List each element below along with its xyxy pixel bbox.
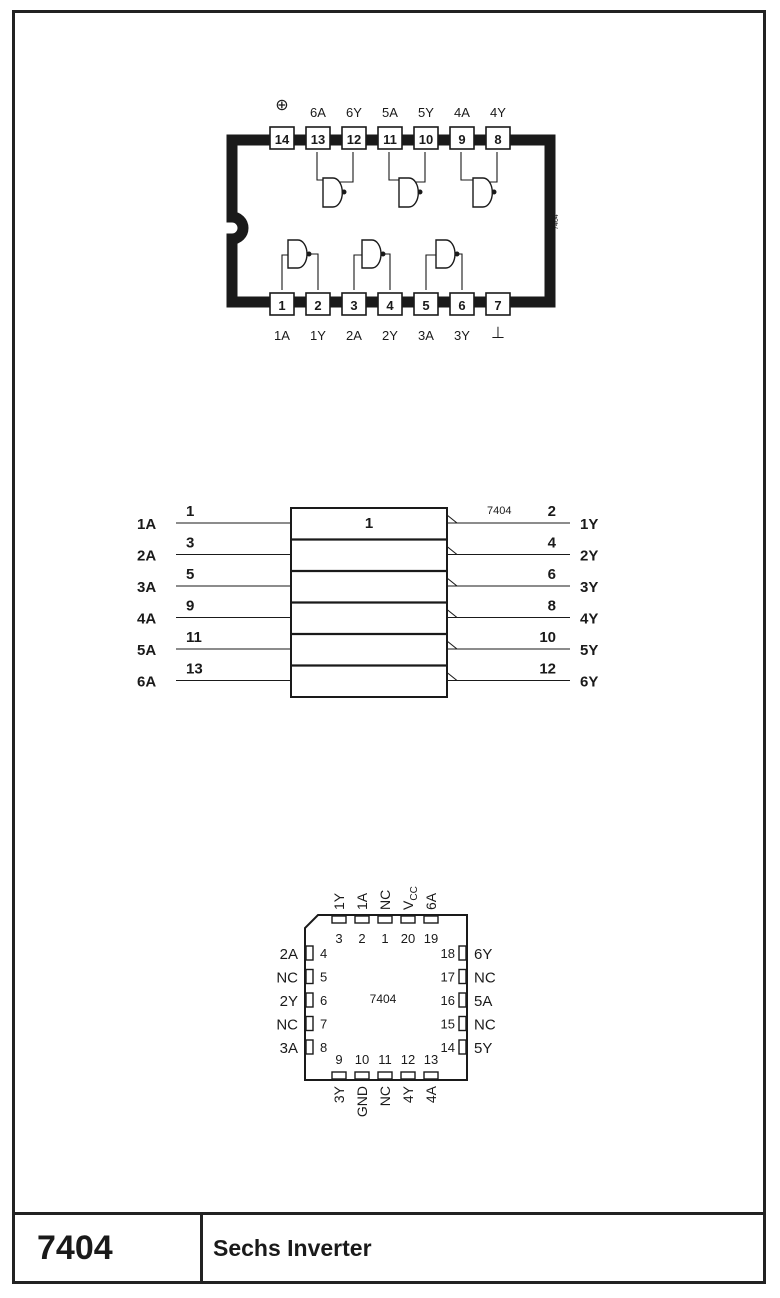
plcc-left-pin-label: 3A — [279, 1040, 298, 1057]
dip-bottom-pin-label: 3Y — [454, 328, 470, 343]
output-negation-mark — [447, 641, 457, 649]
plcc-right-pin-label: 5A — [474, 993, 493, 1010]
input-label-5A: 5A — [137, 642, 157, 659]
dip-top-pin-label: 6A — [310, 105, 326, 120]
input-pin-9: 9 — [186, 597, 195, 615]
dip-top-pin-label: 6Y — [346, 105, 362, 120]
inverter-gate — [399, 178, 418, 207]
plcc-right-pin-number: 16 — [440, 993, 455, 1008]
plcc-left-pin-6 — [306, 993, 313, 1007]
plcc-right-pin-label: 5Y — [474, 1040, 493, 1057]
chip-description: Sechs Inverter — [213, 1234, 372, 1261]
dip-bottom-pin-label: 2A — [346, 328, 362, 343]
plcc-left-pin-number: 6 — [320, 993, 328, 1008]
output-label-6Y: 6Y — [580, 673, 599, 691]
plcc-left-pin-label: NC — [276, 969, 298, 987]
dip-top-pin-number: 10 — [418, 132, 434, 147]
inverter-bubble — [418, 190, 423, 195]
dip-top-pin-label: 4Y — [490, 105, 506, 120]
dip-bottom-pin-number: 1 — [278, 298, 286, 313]
dip-top-pin-number: 11 — [383, 132, 397, 147]
plcc-left-pin-label: NC — [276, 1016, 298, 1034]
output-label-1Y: 1Y — [580, 516, 599, 533]
inverter-bubble — [342, 190, 347, 195]
plcc-bottom-pin-label: 3Y — [331, 1086, 347, 1104]
chip-number: 7404 — [15, 1215, 203, 1281]
plcc-left-pin-4 — [306, 946, 313, 960]
inverter-gate — [288, 240, 307, 268]
inverter-gate — [362, 240, 381, 268]
inverter-gate — [323, 178, 342, 207]
dip-top-pin-number: 12 — [346, 132, 362, 147]
inverter-bubble — [455, 252, 460, 257]
inverter-bubble — [492, 190, 497, 195]
dip-top-pin-label: 5Y — [418, 105, 434, 120]
input-label-2A: 2A — [137, 547, 157, 565]
plcc-right-pin-17 — [459, 970, 466, 984]
plcc-right-pin-16 — [459, 993, 466, 1007]
plcc-top-pin-number: 19 — [423, 931, 439, 946]
output-label-4Y: 4Y — [580, 610, 599, 628]
plcc-bottom-pin-label: GND — [354, 1086, 370, 1118]
footer-bar — [12, 1212, 766, 1284]
plcc-bottom-pin-label: NC — [377, 1086, 393, 1107]
plcc-right-pin-number: 17 — [440, 969, 455, 985]
dip-bottom-pin-label: 2Y — [382, 328, 398, 343]
plcc-top-pin-number: 2 — [358, 931, 366, 946]
dip-bottom-pin-label: 1A — [274, 328, 290, 343]
input-label-3A: 3A — [137, 579, 157, 596]
plcc-left-pin-label: 2Y — [279, 993, 298, 1010]
output-negation-mark — [447, 610, 457, 618]
plcc-top-pin-1 — [378, 916, 392, 923]
plcc-left-pin-8 — [306, 1040, 313, 1054]
dip-top-pin-number: 8 — [494, 132, 502, 147]
output-negation-mark — [447, 673, 457, 681]
dip-side-label: 7404 — [553, 214, 560, 230]
plcc-bottom-pin-11 — [378, 1072, 392, 1079]
plcc-bottom-pin-number: 9 — [335, 1052, 343, 1067]
dip-top-pin-number: 13 — [310, 132, 326, 147]
output-negation-mark — [447, 547, 457, 555]
dip-top-pin-label: 5A — [382, 105, 398, 120]
plcc-left-pin-number: 4 — [320, 946, 328, 961]
plcc-top-pin-label: 1A — [354, 892, 370, 910]
dip-top-pin-label: 4A — [454, 105, 470, 120]
plcc-bottom-pin-label: 4A — [423, 1086, 439, 1104]
dip-top-pin-number: 9 — [458, 132, 466, 147]
plcc-right-pin-14 — [459, 1040, 466, 1054]
plcc-left-pin-number: 8 — [320, 1040, 328, 1055]
output-pin-10: 10 — [539, 629, 556, 646]
plcc-top-pin-number: 1 — [381, 931, 389, 946]
dip-bottom-pin-label: 1Y — [310, 328, 326, 343]
plcc-right-pin-number: 15 — [440, 1016, 455, 1032]
plcc-left-pin-label: 2A — [279, 946, 298, 963]
plcc-top-pin-number: 20 — [400, 931, 416, 946]
gate-symbol: 1 — [364, 515, 374, 532]
output-pin-4: 4 — [547, 534, 556, 552]
input-pin-1: 1 — [186, 503, 195, 520]
dip-package-diagram — [232, 97, 560, 343]
dip-bottom-pin-number: 4 — [386, 298, 394, 313]
output-pin-6: 6 — [547, 566, 556, 583]
output-negation-mark — [447, 515, 457, 523]
plcc-right-pin-15 — [459, 1017, 466, 1031]
input-pin-3: 3 — [186, 534, 195, 552]
plcc-top-pin-label: NC — [377, 889, 393, 910]
plcc-left-pin-7 — [306, 1017, 313, 1031]
plcc-top-pin-label: 1Y — [331, 892, 347, 910]
plcc-bottom-pin-label: 4Y — [400, 1086, 416, 1104]
output-pin-12: 12 — [539, 660, 556, 678]
logic-symbol-diagram — [137, 503, 598, 697]
dip-bottom-pin-label: 3A — [418, 328, 434, 343]
plcc-top-pin-number: 3 — [335, 931, 343, 946]
input-label-6A: 6A — [137, 673, 157, 691]
plcc-bottom-pin-number: 12 — [400, 1052, 416, 1067]
input-pin-11: 11 — [186, 629, 202, 646]
plcc-right-pin-label: NC — [474, 1016, 496, 1034]
inverter-bubble — [381, 252, 386, 257]
plcc-top-pin-20 — [401, 916, 415, 923]
plcc-top-pin-19 — [424, 916, 438, 923]
dip-bottom-pin-number: 5 — [422, 298, 430, 313]
plcc-top-pin-label: $V_{CC}$ — [400, 886, 420, 910]
output-label-2Y: 2Y — [580, 547, 599, 565]
plcc-top-pin-2 — [355, 916, 369, 923]
plcc-left-pin-5 — [306, 970, 313, 984]
dip-bottom-pin-number: 7 — [494, 298, 502, 313]
plcc-right-pin-number: 18 — [440, 946, 455, 961]
plcc-bottom-pin-12 — [401, 1072, 415, 1079]
plcc-left-pin-number: 5 — [320, 969, 328, 985]
plcc-bottom-pin-number: 13 — [423, 1052, 439, 1067]
output-label-5Y: 5Y — [580, 642, 599, 659]
input-pin-13: 13 — [186, 660, 203, 678]
plcc-bottom-pin-number: 11 — [378, 1052, 392, 1067]
plcc-right-pin-18 — [459, 946, 466, 960]
plcc-right-pin-label: NC — [474, 969, 496, 987]
output-pin-2: 2 — [547, 503, 556, 520]
plcc-right-pin-number: 14 — [440, 1040, 455, 1055]
inverter-gate — [436, 240, 455, 268]
plcc-left-pin-number: 7 — [320, 1016, 328, 1032]
output-pin-8: 8 — [547, 597, 556, 615]
plcc-bottom-pin-13 — [424, 1072, 438, 1079]
input-pin-5: 5 — [186, 566, 195, 583]
plcc-bottom-pin-number: 10 — [354, 1052, 370, 1067]
vcc-symbol: ⊕ — [275, 97, 289, 114]
gnd-symbol: ⊥ — [491, 325, 505, 342]
output-label-3Y: 3Y — [580, 579, 599, 596]
dip-bottom-pin-number: 2 — [314, 298, 322, 313]
plcc-right-pin-label: 6Y — [474, 946, 493, 963]
logic-chip-label: 7404 — [487, 505, 512, 517]
dip-bottom-pin-number: 3 — [350, 298, 358, 313]
dip-bottom-pin-number: 6 — [458, 298, 466, 313]
plcc-center-label: 7404 — [369, 992, 397, 1006]
dip-body — [232, 140, 550, 302]
input-label-4A: 4A — [137, 610, 157, 628]
plcc-package-diagram — [276, 886, 496, 1117]
plcc-top-pin-label: 6A — [423, 892, 439, 910]
plcc-bottom-pin-9 — [332, 1072, 346, 1079]
inverter-gate — [473, 178, 492, 207]
output-negation-mark — [447, 578, 457, 586]
plcc-top-pin-3 — [332, 916, 346, 923]
dip-top-pin-number: 14 — [274, 132, 290, 147]
input-label-1A: 1A — [137, 516, 157, 533]
plcc-bottom-pin-10 — [355, 1072, 369, 1079]
inverter-bubble — [307, 252, 312, 257]
